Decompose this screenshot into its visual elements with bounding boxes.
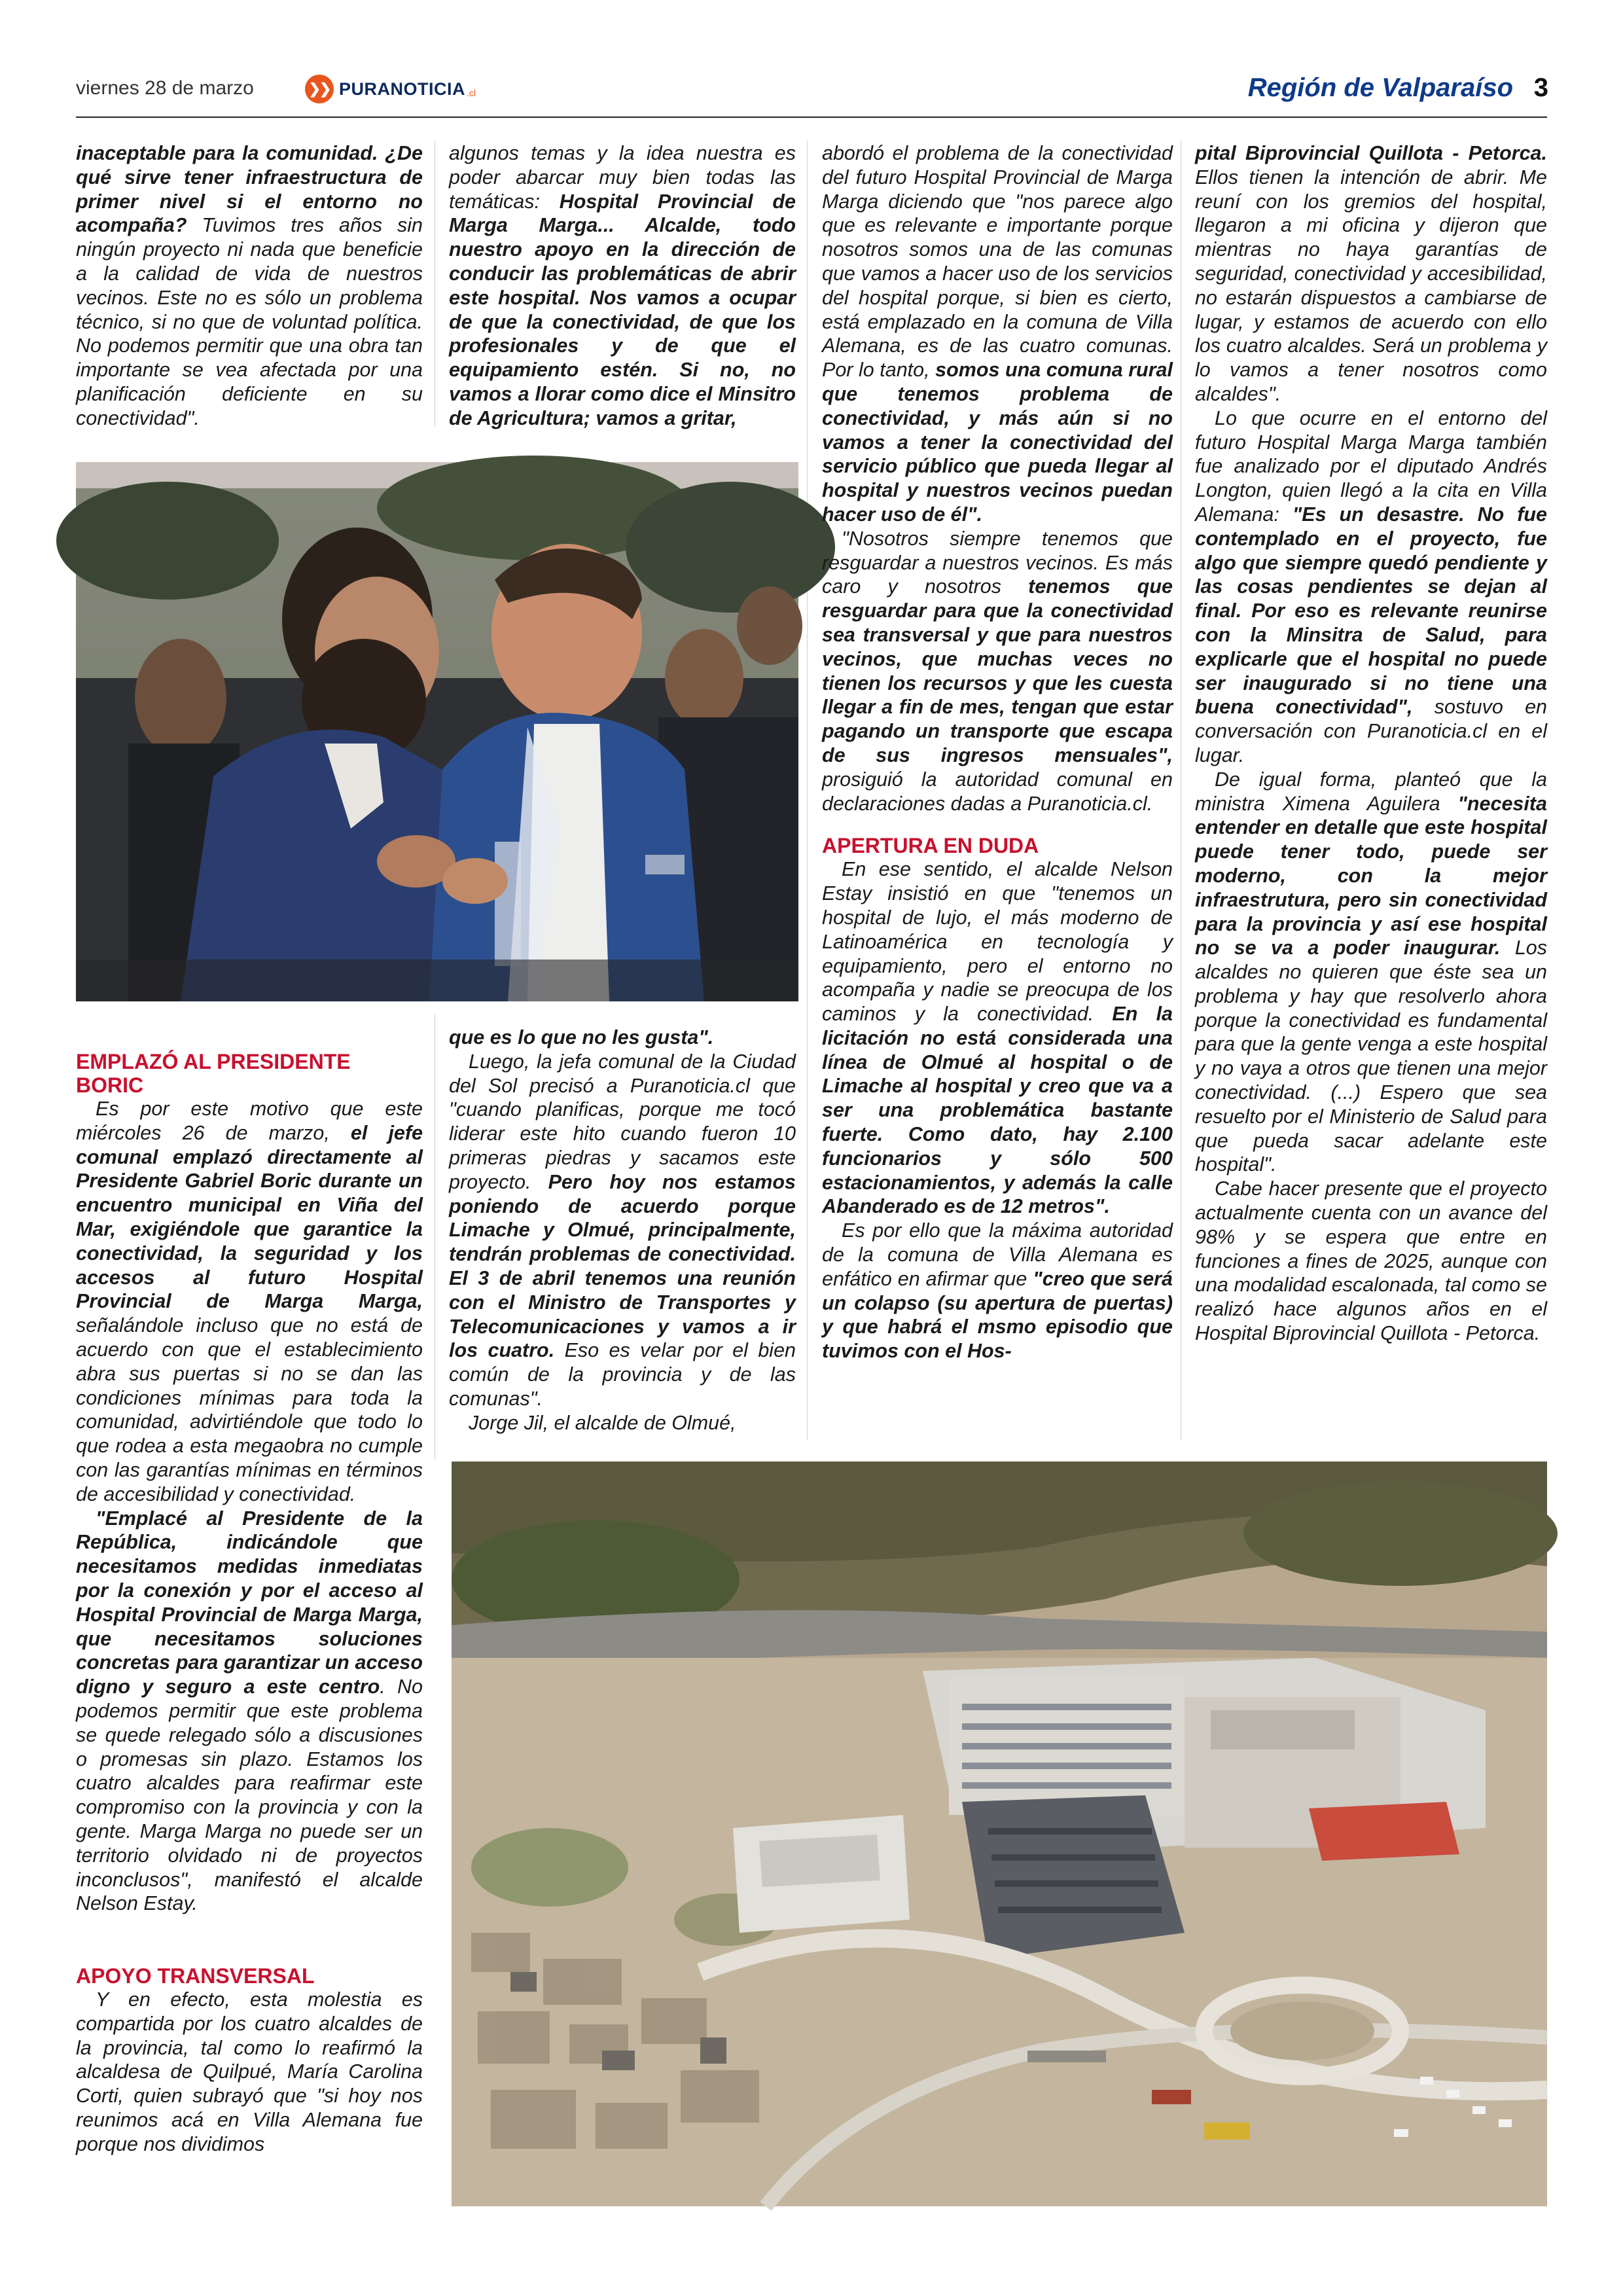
- article-column-3: [822, 141, 1173, 1444]
- body-text: Cabe hacer presente que el proyecto actualmente cuenta con un avance del 98% y se espera que entre en funciones a fines de 2025, aunque con una modalidad escalonada, tal como se realizó hace algunos años en el Hospital Biprovincial Quillota - Petorca.: [1195, 1177, 1547, 1345]
- puranoticia-logo[interactable]: [305, 73, 476, 105]
- quote-text: algunos temas y la idea nuestra es poder abarcar muy bien todas las temáticas:: [449, 142, 796, 213]
- article-column-1-bottom: [76, 1050, 423, 2155]
- body-text: En ese sentido, el alcalde Nelson Estay insistió en que "tenemos un hospital de lujo, el más moderno de Latinoamérica en tecnología y equipamiento, pero el entorno no acompaña y nadie se preocupa de los caminos y la conectividad.: [822, 858, 1173, 1026]
- quote-text: Tuvimos tres años sin ningún proyecto ni nada que beneficie a la calidad de vida de nuestros vecinos. Este no es sólo un problema técnico, si no que de voluntad política. No podemos permitir que una obra tan importante se vea afectada por una planificación deficiente en su conectividad".: [76, 214, 423, 429]
- section-heading-apertura: APERTURA EN DUDA: [822, 834, 1039, 858]
- body-text: señalándole incluso que no está de acuerdo con que el establecimiento abra sus puertas si no se dan las condiciones mínimas para toda la comunidad, advirtiéndole que todo lo que rodea a esta megaobra no cumple con las garantías mínimas en términos de accesibilidad y conectividad.: [76, 1314, 423, 1505]
- article-column-2-top: [449, 141, 796, 436]
- page-number: 3: [1533, 73, 1548, 102]
- quote-text: "creo que será un colapso (su apertura de puertas) y que habrá el msmo episodio que tuvimos con el Hos-: [822, 1267, 1173, 1363]
- body-text: De igual forma, planteó que la ministra Ximena Aguilera: [1195, 768, 1547, 815]
- body-text-bold: somos una comuna rural que tenemos problema de conectividad, y más aún si no vamos a tener la conectividad del servicio público que pueda llegar al hospital y nuestros vecinos puedan hacer uso de él".: [822, 359, 1173, 526]
- body-text-bold: tenemos que resguardar para que la conectividad sea transversal y que para nuestros vecinos, que muchas veces no tienen los recursos y que les cuesta llegar a fin de mes, tengan que estar pagando un transporte que escapa de sus ingresos mensuales",: [822, 575, 1173, 766]
- article-column-2-middle: [449, 1026, 796, 1444]
- quote-text: que es lo que no les gusta".: [449, 1026, 714, 1049]
- section-heading-apoyo: APOYO TRANSVERSAL: [76, 1964, 315, 1988]
- body-text: Es por este motivo que este miércoles 26 de marzo,: [76, 1098, 423, 1144]
- body-text: abordó el problema de la conectividad del futuro Hospital Provincial de Marga Marga diciendo que "nos parece algo que es relevante e importante porque nosotros somos una de las comunas que vamos a hacer uso de los servicios del hospital porque, si bien es cierto, está emplazado en la comuna de Villa Alemana, es de las cuatro comunas. Por lo tanto,: [822, 142, 1173, 382]
- body-text: Ellos tienen la intención de abrir. Me reuní con los gremios del hospital, llegaron a mi oficina y dijeron que mientras no haya garantías de seguridad, conectividad y accesibilidad, no estarán dispuestos a cambiarse de lugar, y estamos de acuerdo con ello los cuatro alcaldes. Será un problema y lo vamos a tener nosotros como alcaldes".: [1195, 166, 1547, 405]
- body-text: Jorge Jil, el alcalde de Olmué,: [469, 1411, 736, 1434]
- photo-illustration: [76, 462, 798, 1001]
- photo-boric-estay: [76, 462, 798, 1001]
- body-text: . No podemos permitir que este problema se quede relegado sólo a discusiones o promesas sin plazo. Estamos los cuatro alcaldes para reafirmar este compromiso con la provincia y con la gente. Marga Marga no puede ser un territorio olvidado ni de proyectos inconclusos", manifestó el alcalde Nelson Estay.: [76, 1676, 423, 1915]
- photo-illustration: [452, 1462, 1547, 2206]
- body-text-bold: En la licitación no está considerada una línea de Olmué al hospital o de Limache al hospital y creo que va a ser una problemática bastante fuerte. Como dato, hay 2.100 funcionarios y sólo 500 estacionamientos, y además la calle Abanderado es de 12 metros".: [822, 1003, 1173, 1218]
- quote-text: "necesita entender en detalle que este hospital puede tener todo, puede ser moderno, con la mejor infraestrutura, pero sin conectividad para la provincia y así ese hospital no se va a poder inaugurar.: [1195, 792, 1547, 960]
- body-text-bold: Pero hoy nos estamos poniendo de acuerdo porque Limache y Olmué, principalmente, tendrán problemas de conectividad. El 3 de abril tenemos una reunión con el Ministro de Transportes y Telecomunicaciones y vamos a ir los cuatro.: [449, 1170, 796, 1362]
- body-text-bold: el jefe comunal emplazó directamente al Presidente Gabriel Boric durante un encuentro municipal en Viña del Mar, exigiéndole que garantice la conectividad, la seguridad y los accesos al futuro Hospital Provincial de Marga Marga,: [76, 1121, 423, 1313]
- quote-text: inaceptable para la comunidad. ¿De qué sirve tener infraestructura de primer nivel si el entorno no acompaña?: [76, 142, 423, 237]
- body-text: Y en efecto, esta molestia es compartida por los cuatro alcaldes de la provincia, tal como lo reafirmó la alcaldesa de Quilpué, María Carolina Corti, quien subrayó que "si hoy nos reunimos acá en Villa Alemana fue porque nos dividimos: [76, 1988, 423, 2155]
- body-text: "Nosotros siempre tenemos que resguardar a nuestros vecinos. Es más caro y nosotros: [822, 527, 1173, 598]
- section-title: Región de Valparaíso: [1247, 73, 1513, 102]
- body-text: Es por ello que la máxima autoridad de la comuna de Villa Alemana es enfático en afirmar que: [822, 1219, 1173, 1290]
- article-column-1-top: [76, 141, 423, 436]
- quote-text: "Emplacé al Presidente de la República, indicándole que necesitamos medidas inmediatas por la conexión y por el acceso al Hospital Provincial de Marga Marga, que necesitamos soluciones concretas para garantizar un acceso digno y seguro a este centro: [76, 1507, 423, 1698]
- body-text: Los alcaldes no quieren que éste sea un problema y hay que resolverlo ahora porque la conectividad es fundamental para que la gente venga a este hospital y no vaya a otros que tienen una mejor conectividad. (...) Espero que sea resuelto por el Ministerio de Salud para que pueda sacar adelante este hospital".: [1195, 937, 1547, 1176]
- issue-date: viernes 28 de marzo: [76, 77, 254, 99]
- body-text: sostuvo en conversación con Puranoticia.cl en el lugar.: [1195, 696, 1547, 766]
- logo-suffix: .cl: [467, 88, 476, 98]
- photo-hospital-aerial: [452, 1462, 1547, 2206]
- play-arrows-icon: ❯❯: [305, 75, 334, 103]
- quote-text: "Es un desastre. No fue contemplado en el proyecto, fue algo que siempre quedó pendiente y las cosas pendientes se dejan al final. Por eso es relevante reunirse con la Minsitra de Salud, para explicarle que el hospital no puede ser inaugurado si no tiene una buena conectividad",: [1195, 503, 1547, 719]
- body-text: prosiguió la autoridad comunal en declaraciones dadas a Puranoticia.cl.: [822, 768, 1173, 815]
- body-text-bold: pital Biprovincial Quillota - Petorca.: [1195, 142, 1547, 164]
- header-rule: [76, 117, 1547, 118]
- quote-text: Hospital Provincial de Marga Marga... Alcalde, todo nuestro apoyo en la dirección de conducir las problemáticas de abrir este hospital. Nos vamos a ocupar de que la conectividad, de que los profesionales y de que el equipamiento estén. Si no, no vamos a llorar como dice el Minsitro de Agricultura; vamos a gritar,: [449, 190, 796, 429]
- article-column-4: [1195, 141, 1547, 1444]
- body-text: Lo que ocurre en el entorno del futuro Hospital Marga Marga también fue analizado por el diputado Andrés Longton, quien llegó a la cita en Villa Alemana:: [1195, 406, 1547, 526]
- column-divider: [807, 141, 808, 1440]
- body-text: Eso es velar por el bien común de la provincia y de las comunas".: [449, 1339, 796, 1410]
- logo-text: PURANOTICIA: [339, 79, 465, 99]
- section-heading-boric: EMPLAZÓ AL PRESIDENTE BORIC: [76, 1050, 351, 1097]
- body-text: Luego, la jefa comunal de la Ciudad del Sol precisó a Puranoticia.cl que "cuando planificas, porque me tocó liderar este hito cuando fueron 10 primeras piedras y sacamos este proyecto.: [449, 1050, 796, 1193]
